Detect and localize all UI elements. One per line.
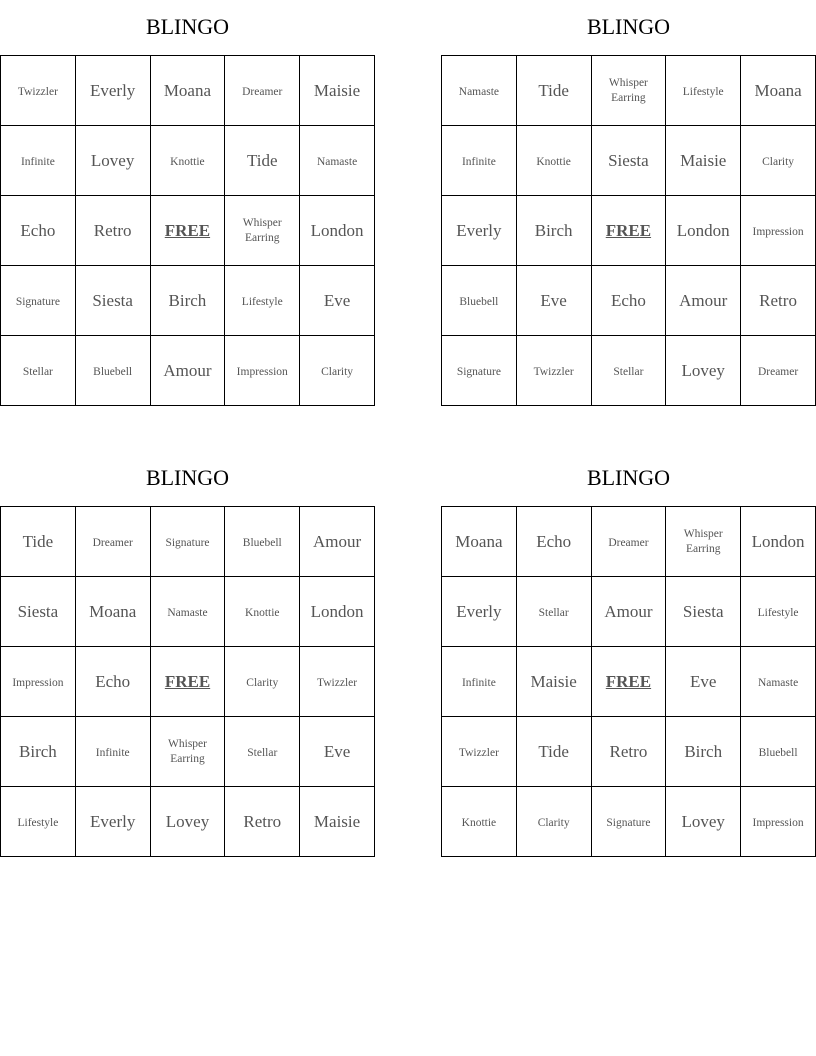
bingo-cell — [225, 336, 300, 406]
grid-row — [1, 56, 375, 126]
bingo-cell — [1, 717, 76, 787]
cell-label: Stellar — [613, 365, 644, 378]
card-title: BLINGO — [145, 465, 230, 490]
bingo-grid — [0, 55, 375, 406]
cell-label: Amour — [604, 601, 653, 621]
cell-label: Eve — [540, 290, 567, 310]
cell-label: Twizzler — [458, 746, 499, 759]
bingo-cell — [591, 507, 666, 577]
bingo-cell — [442, 507, 517, 577]
bingo-cell — [442, 196, 517, 266]
bingo-cell — [666, 507, 741, 577]
bingo-cell — [741, 507, 816, 577]
cell-label: FREE — [605, 220, 652, 240]
bingo-cell — [75, 507, 150, 577]
free-space — [150, 647, 225, 717]
card-title: BLINGO — [586, 14, 671, 39]
bingo-cell — [150, 266, 225, 336]
cell-label: Twizzler — [317, 676, 358, 689]
cell-label: Maisie — [313, 80, 361, 100]
bingo-cell — [300, 577, 375, 647]
cell-label: Lifestyle — [757, 606, 799, 619]
bingo-cell — [1, 507, 76, 577]
cell-label: Echo — [610, 290, 646, 310]
bingo-cell — [75, 56, 150, 126]
bingo-grid — [441, 55, 816, 406]
bingo-cell — [75, 787, 150, 857]
bingo-cell — [300, 126, 375, 196]
cell-label: Stellar — [538, 606, 569, 619]
bingo-cell — [516, 787, 591, 857]
free-space — [591, 196, 666, 266]
bingo-cell — [300, 787, 375, 857]
bingo-cell — [591, 787, 666, 857]
grid-row — [1, 787, 375, 857]
bingo-cell — [666, 266, 741, 336]
bingo-cell — [1, 126, 76, 196]
bingo-cell — [225, 126, 300, 196]
bingo-cell — [1, 787, 76, 857]
cell-label: Birch — [168, 290, 207, 310]
cell-label: Clarity — [537, 816, 570, 829]
bingo-cell — [442, 787, 517, 857]
cell-label: Stellar — [22, 365, 53, 378]
cell-label: Siesta — [682, 601, 724, 621]
bingo-cell — [442, 266, 517, 336]
bingo-cell — [225, 196, 300, 266]
bingo-cell — [666, 647, 741, 717]
bingo-cell — [442, 56, 517, 126]
bingo-cell — [442, 647, 517, 717]
cell-label: Impression — [12, 676, 64, 689]
cell-label: Moana — [455, 531, 503, 551]
bingo-cell — [666, 787, 741, 857]
bingo-cell — [516, 507, 591, 577]
cell-label: London — [676, 220, 730, 240]
bingo-cell — [225, 787, 300, 857]
cell-label: Bluebell — [242, 536, 282, 549]
cell-label: Retro — [759, 290, 797, 310]
bingo-cell — [442, 717, 517, 787]
cell-label: Lifestyle — [241, 295, 283, 308]
cell-label: Infinite — [461, 155, 496, 168]
cell-label: Dreamer — [92, 536, 133, 549]
bingo-cell — [1, 266, 76, 336]
grid-row — [1, 196, 375, 266]
cell-label: Echo — [20, 220, 56, 240]
cell-label: Twizzler — [17, 85, 58, 98]
grid-row — [1, 647, 375, 717]
bingo-cell — [591, 717, 666, 787]
cell-label: Everly — [456, 220, 502, 240]
cell-label: Whisper Earring — [608, 76, 648, 104]
grid-row — [442, 266, 816, 336]
cell-label: Siesta — [17, 601, 59, 621]
bingo-cell — [516, 126, 591, 196]
cell-label: Clarity — [321, 365, 354, 378]
cell-label: Moana — [89, 601, 137, 621]
bingo-cell — [516, 266, 591, 336]
cell-label: Lovey — [165, 811, 210, 831]
bingo-grid — [0, 506, 375, 857]
cell-label: Dreamer — [608, 536, 649, 549]
cell-label: Siesta — [608, 150, 649, 170]
cell-label: Impression — [752, 225, 804, 238]
bingo-cell — [225, 507, 300, 577]
bingo-cell — [300, 507, 375, 577]
cell-label: Bluebell — [93, 365, 133, 378]
grid-row — [442, 787, 816, 857]
grid-row — [1, 577, 375, 647]
cell-label: Moana — [163, 80, 212, 100]
bingo-cell — [741, 647, 816, 717]
cell-label: Everly — [90, 811, 136, 831]
bingo-cell — [150, 717, 225, 787]
bingo-cell — [150, 507, 225, 577]
cell-label: Whisper Earring — [683, 527, 723, 555]
bingo-cell — [300, 336, 375, 406]
grid-row — [442, 577, 816, 647]
bingo-cell — [225, 266, 300, 336]
cell-label: Impression — [752, 816, 804, 829]
cell-label: FREE — [605, 671, 652, 691]
bingo-cell — [300, 266, 375, 336]
cell-label: Retro — [243, 811, 282, 831]
cell-label: Knottie — [536, 155, 571, 168]
bingo-cell — [225, 647, 300, 717]
grid-row — [1, 507, 375, 577]
cell-label: Everly — [456, 601, 502, 621]
bingo-cell — [666, 196, 741, 266]
bingo-cell — [666, 717, 741, 787]
cell-label: Echo — [95, 671, 131, 691]
bingo-cell — [591, 577, 666, 647]
cell-label: Eve — [323, 741, 351, 761]
bingo-cell — [300, 717, 375, 787]
cell-label: Birch — [684, 741, 723, 761]
bingo-cell — [75, 126, 150, 196]
grid-row — [442, 196, 816, 266]
cell-label: Amour — [312, 531, 362, 551]
bingo-cell — [75, 196, 150, 266]
bingo-cell — [300, 196, 375, 266]
bingo-cell — [150, 56, 225, 126]
grid-row — [442, 56, 816, 126]
bingo-cell — [591, 56, 666, 126]
bingo-cell — [442, 577, 517, 647]
bingo-cell — [1, 647, 76, 717]
bingo-cell — [591, 266, 666, 336]
bingo-cell — [1, 56, 76, 126]
cell-label: Retro — [93, 220, 132, 240]
bingo-cell — [741, 196, 816, 266]
free-space — [591, 647, 666, 717]
card-title: BLINGO — [586, 465, 671, 490]
cell-label: Tide — [538, 741, 569, 761]
cell-label: Siesta — [92, 290, 133, 310]
free-space — [150, 196, 225, 266]
bingo-cell — [150, 336, 225, 406]
cell-label: Whisper Earring — [168, 737, 207, 765]
cell-label: Lovey — [681, 360, 725, 380]
cell-label: Tide — [538, 80, 569, 100]
bingo-cell — [75, 647, 150, 717]
cell-label: Namaste — [757, 676, 799, 689]
cell-label: Knottie — [245, 606, 280, 619]
bingo-cell — [75, 266, 150, 336]
bingo-cell — [300, 647, 375, 717]
cell-label: Infinite — [95, 746, 130, 759]
cell-label: Whisper Earring — [242, 216, 282, 244]
cell-label: London — [310, 601, 364, 621]
bingo-cell — [516, 577, 591, 647]
grid-row — [442, 336, 816, 406]
grid-row — [442, 647, 816, 717]
bingo-cell — [442, 336, 517, 406]
cell-label: Clarity — [246, 676, 279, 689]
bingo-cell — [516, 336, 591, 406]
cell-label: Namaste — [316, 155, 358, 168]
bingo-cell — [666, 336, 741, 406]
cell-label: Tide — [22, 531, 54, 551]
bingo-cell — [591, 126, 666, 196]
cell-label: Dreamer — [242, 85, 283, 98]
cell-label: Tide — [246, 150, 278, 170]
bingo-cell — [666, 56, 741, 126]
cell-label: Signature — [456, 365, 501, 378]
bingo-cell — [741, 787, 816, 857]
bingo-cell — [741, 266, 816, 336]
cell-label: Infinite — [461, 676, 496, 689]
bingo-cell — [666, 577, 741, 647]
cell-label: Retro — [609, 741, 648, 761]
bingo-cell — [1, 196, 76, 266]
cell-label: Stellar — [247, 746, 278, 759]
cell-label: Knottie — [170, 155, 205, 168]
grid-row — [1, 266, 375, 336]
cell-label: Echo — [536, 531, 572, 551]
cell-label: Everly — [89, 80, 136, 100]
cell-label: Eve — [690, 671, 717, 691]
bingo-grid — [441, 506, 816, 857]
cell-label: Birch — [534, 220, 573, 240]
cell-label: Maisie — [313, 811, 361, 831]
bingo-cell — [591, 336, 666, 406]
card-title: BLINGO — [145, 14, 230, 39]
cell-label: Eve — [323, 290, 351, 310]
cell-label: Lovey — [681, 811, 725, 831]
bingo-cell — [741, 126, 816, 196]
cell-label: Dreamer — [757, 365, 799, 378]
bingo-cell — [741, 56, 816, 126]
bingo-cell — [741, 717, 816, 787]
bingo-cell — [150, 787, 225, 857]
cell-label: Amour — [163, 360, 212, 380]
bingo-cell — [150, 126, 225, 196]
cell-label: Signature — [606, 816, 651, 829]
bingo-cell — [516, 717, 591, 787]
cell-label: FREE — [164, 671, 211, 691]
bingo-cell — [225, 577, 300, 647]
bingo-cell — [150, 577, 225, 647]
bingo-cell — [442, 126, 517, 196]
grid-row — [1, 336, 375, 406]
cell-label: Impression — [236, 365, 288, 378]
cell-label: Maisie — [530, 671, 577, 691]
cell-label: Twizzler — [533, 365, 574, 378]
cell-label: Bluebell — [758, 746, 798, 759]
bingo-cell — [1, 336, 76, 406]
cell-label: Namaste — [167, 606, 208, 619]
grid-row — [1, 126, 375, 196]
cell-label: London — [310, 220, 364, 240]
cell-label: Lovey — [90, 150, 135, 170]
bingo-cell — [75, 577, 150, 647]
grid-row — [1, 717, 375, 787]
cell-label: Maisie — [680, 150, 727, 170]
cell-label: Birch — [19, 741, 57, 761]
cell-label: Namaste — [458, 85, 499, 98]
bingo-cell — [516, 196, 591, 266]
bingo-cell — [225, 717, 300, 787]
bingo-cell — [741, 336, 816, 406]
grid-row — [442, 126, 816, 196]
cell-label: Infinite — [20, 155, 55, 168]
bingo-cell — [1, 577, 76, 647]
grid-row — [442, 507, 816, 577]
cell-label: London — [751, 531, 805, 551]
bingo-cell — [300, 56, 375, 126]
cell-label: Lifestyle — [682, 85, 724, 98]
bingo-cell — [666, 126, 741, 196]
bingo-cell — [516, 647, 591, 717]
cell-label: Knottie — [461, 816, 497, 829]
cell-label: Signature — [165, 536, 210, 549]
bingo-cell — [75, 336, 150, 406]
bingo-cell — [225, 56, 300, 126]
cell-label: Lifestyle — [17, 816, 59, 829]
bingo-cell — [75, 717, 150, 787]
cell-label: Signature — [15, 295, 60, 308]
cell-label: Amour — [679, 290, 728, 310]
cell-label: Clarity — [762, 155, 795, 168]
cell-label: FREE — [164, 220, 211, 240]
grid-row — [442, 717, 816, 787]
bingo-cell — [516, 56, 591, 126]
cell-label: Moana — [754, 80, 802, 100]
bingo-cell — [741, 577, 816, 647]
cell-label: Bluebell — [459, 295, 499, 308]
